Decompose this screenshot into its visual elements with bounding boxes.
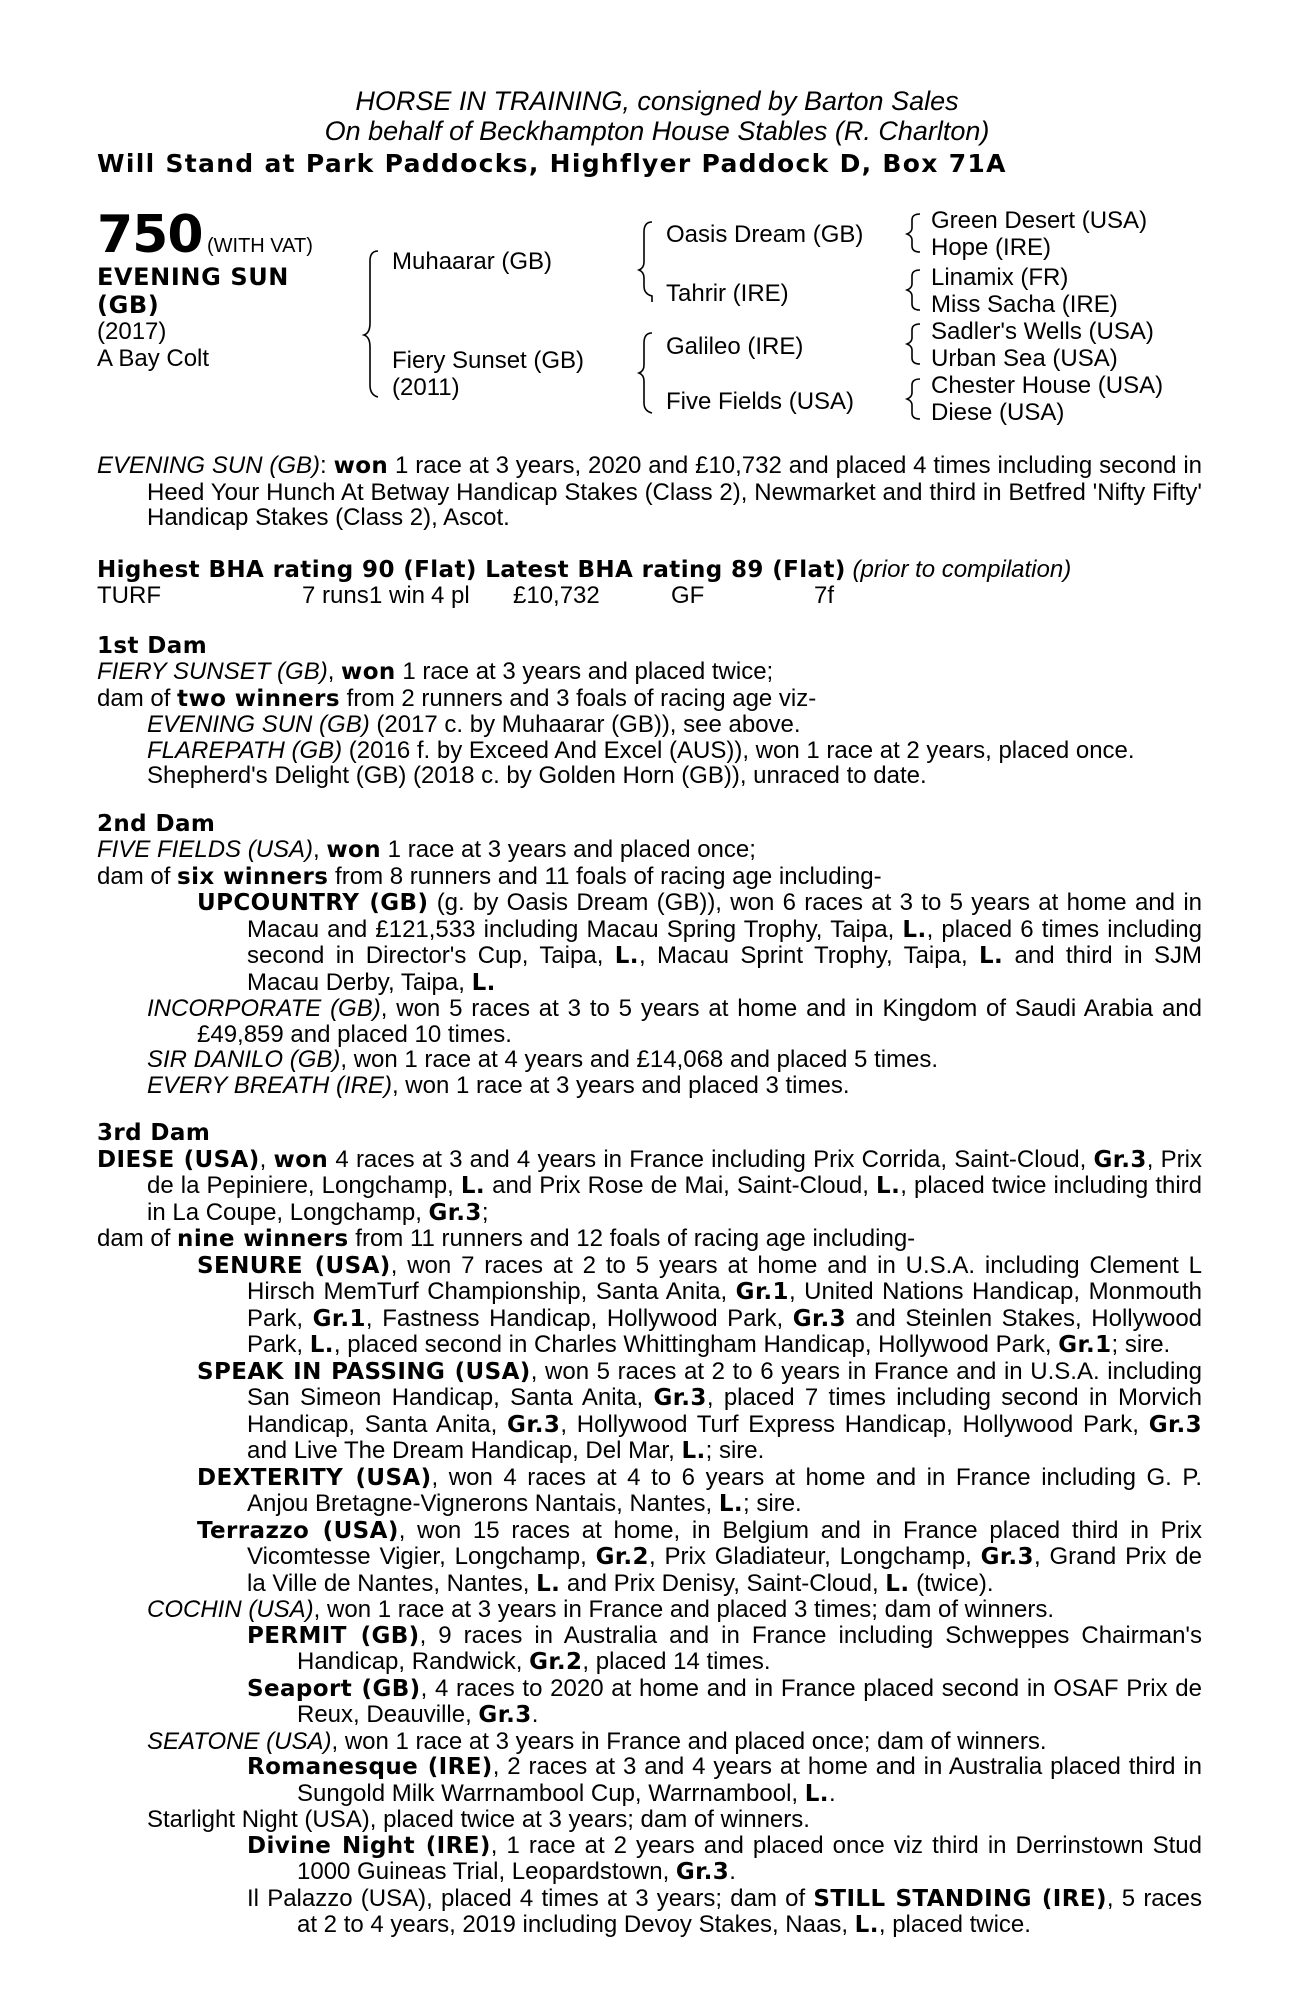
ss-sire: Green Desert (USA) bbox=[931, 207, 1148, 234]
progeny-starlight-night: Starlight Night (USA), placed twice at 3 years; dam of winners. bbox=[147, 1806, 810, 1833]
dam-year: (2011) bbox=[392, 374, 460, 401]
horse-description: A Bay Colt bbox=[97, 345, 210, 372]
ss-dam: Hope (IRE) bbox=[931, 234, 1052, 261]
horse-name-line2: (GB) bbox=[97, 291, 160, 319]
progeny-dexterity: DEXTERITY (USA), won 4 races at 4 to 6 years at home and in France including G. P. Anjou Bretagne-Vignerons Nantais, Nantes, L.; sire. bbox=[197, 1463, 1202, 1517]
dd-dam: Diese (USA) bbox=[931, 399, 1065, 426]
sire-name: Muhaarar (GB) bbox=[392, 248, 553, 275]
sd-sire: Linamix (FR) bbox=[931, 264, 1069, 291]
rating-line: Highest BHA rating 90 (Flat) Latest BHA rating 89 (Flat) (prior to compilation) bbox=[97, 555, 1072, 583]
progeny-cochin: COCHIN (USA), won 1 race at 3 years in France and placed 3 times; dam of winners. bbox=[147, 1596, 1055, 1623]
progeny-romanesque: Romanesque (IRE), 2 races at 3 and 4 years at home and in Australia placed third in Sungold Milk Warrnambool Cup, Warrnambool, L.. bbox=[247, 1753, 1203, 1807]
ds-sire: Sadler's Wells (USA) bbox=[931, 318, 1154, 345]
sd-dam: Miss Sacha (IRE) bbox=[931, 291, 1118, 318]
progeny-sir-danilo: SIR DANILO (GB), won 1 race at 4 years and £14,068 and placed 5 times. bbox=[147, 1046, 939, 1073]
progeny-terrazzo: Terrazzo (USA), won 15 races at home, in Belgium and in France placed third in Prix Vicomtesse Vigier, Longchamp, Gr.2, Prix Gladiateur, Longchamp, Gr.3, Grand Prix de la Ville de Nantes, Nantes, L. and Prix Denisy, Saint-Cloud, L. (twice). bbox=[197, 1516, 1203, 1597]
bracket-sire-dam bbox=[364, 251, 378, 397]
bracket-ss bbox=[907, 214, 920, 252]
first-dam-heading: 1st Dam bbox=[97, 632, 208, 659]
first-dam-produce: dam of two winners from 2 runners and 3 foals of racing age viz- bbox=[97, 684, 817, 712]
progeny-flarepath: FLAREPATH (GB) (2016 f. by Exceed And Excel (AUS)), won 1 race at 2 years, placed once. bbox=[147, 736, 1135, 764]
bracket-dd bbox=[907, 379, 920, 419]
race-summary: EVENING SUN (GB): won 1 race at 3 years, 2020 and £10,732 and placed 4 times including second in Heed Your Hunch At Betway Handicap Stakes (Class 2), Newmarket and third in Betfred 'Nifty Fifty' Handicap Stakes (Class 2), Ascot. bbox=[97, 452, 1202, 531]
sire-sire: Oasis Dream (GB) bbox=[666, 221, 864, 248]
first-dam-record: FIERY SUNSET (GB), won 1 race at 3 years and placed twice; bbox=[97, 658, 774, 685]
on-behalf-line: On behalf of Beckhampton House Stables (R. Charlton) bbox=[324, 116, 990, 146]
third-dam-produce: dam of nine winners from 11 runners and 12 foals of racing age including- bbox=[97, 1225, 916, 1252]
stand-location-line: Will Stand at Park Paddocks, Highflyer Paddock D, Box 71A bbox=[97, 149, 1007, 178]
second-dam-produce: dam of six winners from 8 runners and 11 foals of racing age including- bbox=[97, 862, 882, 890]
body-text bbox=[97, 453, 1202, 1939]
dam-sire: Galileo (IRE) bbox=[666, 333, 804, 360]
ds-dam: Urban Sea (USA) bbox=[931, 345, 1118, 372]
bracket-sire-line bbox=[639, 222, 652, 302]
progeny-upcountry: UPCOUNTRY (GB) (g. by Oasis Dream (GB)), won 6 races at 3 to 5 years at home and in Macau and £121,533 including Macau Spring Trophy, Taipa, L., placed 6 times including second in Director's Cup, Taipa, L., Macau Sprint Trophy, Taipa, L. and third in SJM Macau Derby, Taipa, L. bbox=[197, 889, 1202, 996]
progeny-permit: PERMIT (GB), 9 races in Australia and in France including Schweppes Chairman's Handicap, Randwick, Gr.2, placed 14 times. bbox=[247, 1621, 1202, 1675]
race-record-row: TURF 7 runs1 win 4 pl £10,732 GF 7f bbox=[97, 582, 835, 609]
progeny-incorporate: INCORPORATE (GB), won 5 races at 3 to 5 years at home and in Kingdom of Saudi Arabia and £49,859 and placed 10 times. bbox=[147, 995, 1202, 1048]
foaling-year: (2017) bbox=[97, 318, 167, 345]
progeny-seaport: Seaport (GB), 4 races to 2020 at home and in France placed second in OSAF Prix de Reux, Deauville, Gr.3. bbox=[247, 1674, 1202, 1728]
third-dam-heading: 3rd Dam bbox=[97, 1120, 211, 1146]
dam-dam: Five Fields (USA) bbox=[666, 388, 855, 415]
progeny-seatone: SEATONE (USA), won 1 race at 3 years in France and placed once; dam of winners. bbox=[147, 1727, 1047, 1755]
bracket-dam-line bbox=[639, 333, 652, 413]
progeny-evening-sun: EVENING SUN (GB) (2017 c. by Muhaarar (GB)), see above. bbox=[147, 711, 801, 738]
bracket-ds bbox=[907, 324, 920, 364]
progeny-shepherds-delight: Shepherd's Delight (GB) (2018 c. by Golden Horn (GB)), unraced to date. bbox=[147, 762, 927, 789]
dam-name: Fiery Sunset (GB) bbox=[392, 347, 585, 374]
second-dam-heading: 2nd Dam bbox=[97, 810, 216, 837]
second-dam-record: FIVE FIELDS (USA), won 1 race at 3 years and placed once; bbox=[97, 836, 756, 863]
bracket-sd bbox=[907, 270, 920, 310]
dd-sire: Chester House (USA) bbox=[931, 372, 1164, 399]
progeny-il-palazzo: Il Palazzo (USA), placed 4 times at 3 years; dam of STILL STANDING (IRE), 5 races at 2 to 4 years, 2019 including Devoy Stakes, Naas, L., placed twice. bbox=[247, 1884, 1203, 1938]
consignor-line: HORSE IN TRAINING, consigned by Barton Sales bbox=[355, 86, 959, 116]
progeny-senure: SENURE (USA), won 7 races at 2 to 5 years at home and in U.S.A. including Clement L Hirsch MemTurf Championship, Santa Anita, Gr.1, United Nations Handicap, Monmouth Park, Gr.1, Fastness Handicap, Hollywood Park, Gr.3 and Steinlen Stakes, Hollywood Park, L., placed second in Charles Whittingham Handicap, Hollywood Park, Gr.1; sire. bbox=[197, 1251, 1203, 1358]
lot-number: 750 bbox=[97, 205, 203, 265]
progeny-every-breath: EVERY BREATH (IRE), won 1 race at 3 years and placed 3 times. bbox=[147, 1071, 850, 1099]
third-dam-record: DIESE (USA), won 4 races at 3 and 4 years in France including Prix Corrida, Saint-Cloud, Gr.3, Prix de la Pepiniere, Longchamp, L. and Prix Rose de Mai, Saint-Cloud, L., placed twice including third in La Coupe, Longchamp, Gr.3; bbox=[97, 1145, 1203, 1226]
progeny-speak-in-passing: SPEAK IN PASSING (USA), won 5 races at 2 to 6 years in France and in U.S.A. including San Simeon Handicap, Santa Anita, Gr.3, placed 7 times including second in Morvich Handicap, Santa Anita, Gr.3, Hollywood Turf Express Handicap, Hollywood Park, Gr.3 and Live The Dream Handicap, Del Mar, L.; sire. bbox=[197, 1357, 1203, 1464]
vat-label: (WITH VAT) bbox=[207, 235, 313, 257]
progeny-divine-night: Divine Night (IRE), 1 race at 2 years and placed once viz third in Derrinstown Stud 1000 Guineas Trial, Leopardstown, Gr.3. bbox=[247, 1831, 1202, 1885]
horse-name-line1: EVENING SUN bbox=[97, 263, 289, 291]
sire-dam: Tahrir (IRE) bbox=[666, 280, 789, 307]
